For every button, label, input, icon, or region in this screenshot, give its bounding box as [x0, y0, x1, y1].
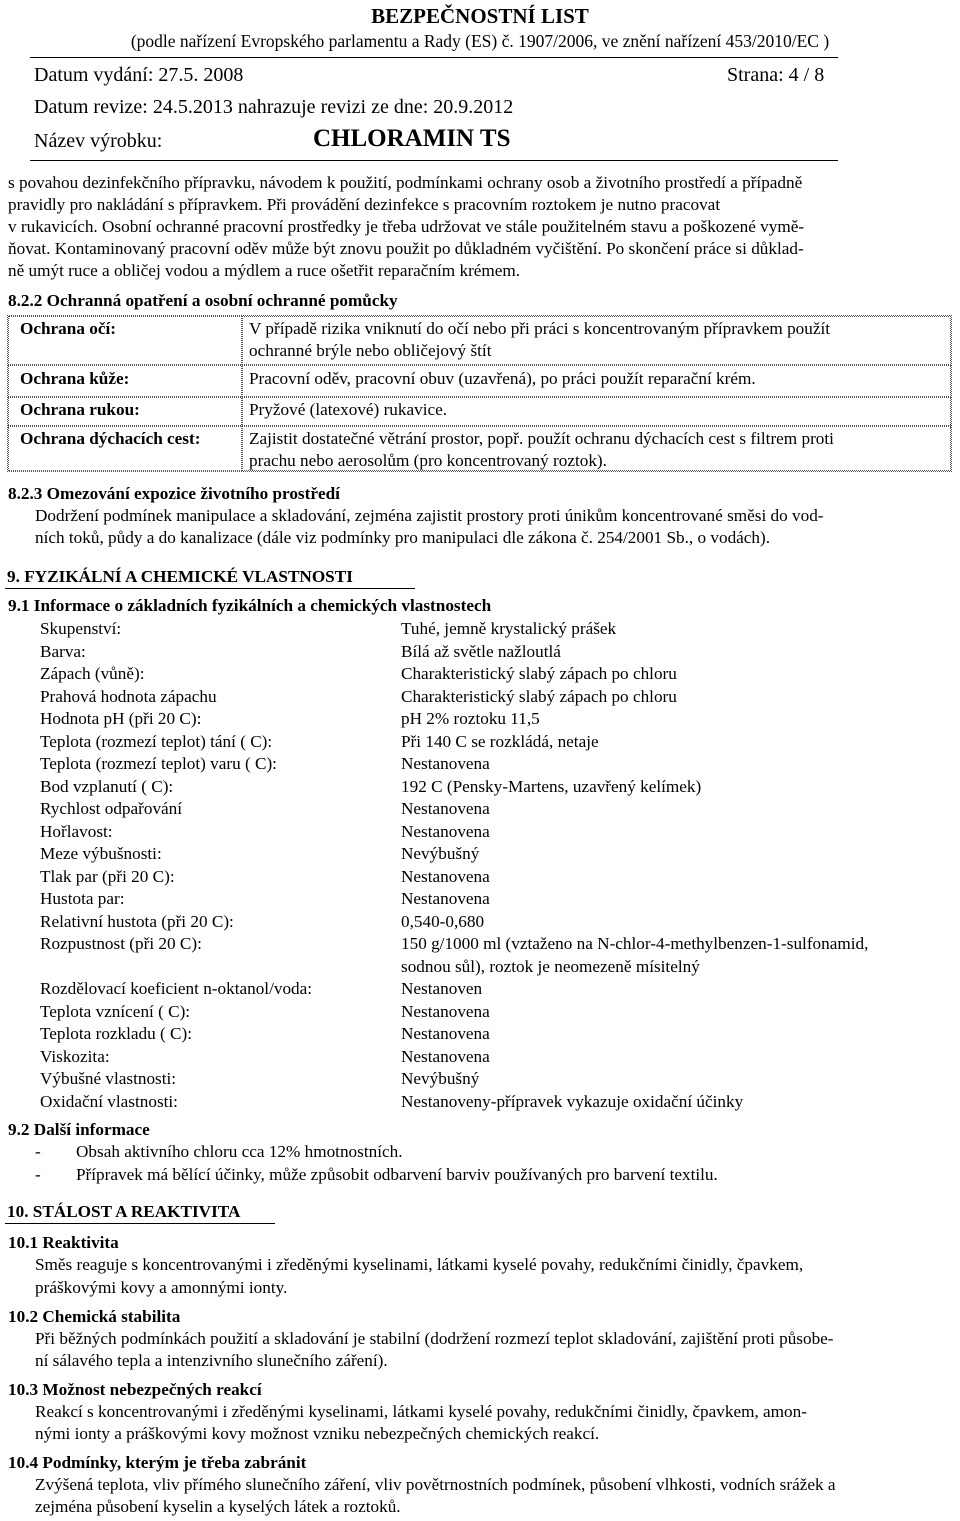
property-label: Hořlavost:: [40, 821, 113, 841]
property-value: Tuhé, jemně krystalický prášek: [401, 619, 617, 638]
intro-line: s povahou dezinfekčního přípravku, návodem k použití, podmínkami ochrany osob a životního prostředí a případně: [8, 173, 803, 192]
protection-value: prachu nebo aerosolům (pro koncentrovaný roztok).: [249, 451, 607, 470]
property-label: Rozpustnost (při 20 C):: [40, 934, 202, 953]
property-value: sodnou sůl), roztok je neomezeně mísitelný: [401, 956, 700, 976]
body-line: Zvýšená teplota, vliv přímého slunečního záření, vliv povětrnostních podmínek, působení vlhkosti, vodních srážek a: [35, 1475, 836, 1494]
protection-value: Pracovní oděv, pracovní obuv (uzavřená), po práci použít reparační krém.: [249, 369, 756, 388]
property-label: Oxidační vlastnosti:: [40, 1091, 178, 1111]
section-heading-10-2: 10.2 Chemická stabilita: [8, 1307, 181, 1326]
property-label: Meze výbušnosti:: [40, 844, 162, 863]
intro-line: ně umýt ruce a obličej vodou a mýdlem a ruce ošetřit reparačním krémem.: [8, 261, 521, 280]
property-value: 0,540-0,680: [401, 911, 485, 931]
section-title-text: 9. FYZIKÁLNÍ A CHEMICKÉ VLASTNOSTI: [7, 567, 353, 586]
body-line: Směs reaguje s koncentrovanými i zředěnými kyselinami, látkami kyselé povahy, redukčními činidly, čpavkem,: [35, 1255, 804, 1274]
property-value: 192 C (Pensky-Martens, uzavřený kelímek): [401, 776, 702, 796]
section-heading-10-4: 10.4 Podmínky, kterým je třeba zabránit: [8, 1453, 307, 1472]
property-label: Zápach (vůně):: [40, 664, 145, 683]
property-value: Nestanovena: [401, 866, 490, 886]
bullet-dash: -: [35, 1165, 41, 1184]
section-heading-8-2-2: 8.2.2 Ochranná opatření a osobní ochranné pomůcky: [8, 291, 398, 310]
section-title-text: 10. STÁLOST A REAKTIVITA: [7, 1202, 241, 1221]
property-value: Charakteristický slabý zápach po chloru: [401, 686, 677, 706]
protection-value: ochranné brýle nebo obličejový štít: [249, 341, 492, 360]
property-label: Relativní hustota (při 20 C):: [40, 911, 234, 931]
table-row-divider: [8, 396, 951, 398]
body-line: Dodržení podmínek manipulace a skladování, zejména zajistit prostory proti únikům koncentrované směsi do vod-: [35, 506, 824, 525]
property-label: Hodnota pH (při 20 C):: [40, 709, 202, 728]
property-label: Rychlost odpařování: [40, 799, 183, 818]
section-heading-10-3: 10.3 Možnost nebezpečných reakcí: [8, 1380, 262, 1399]
header-bottom-divider: [30, 160, 838, 161]
property-label: Bod vzplanutí ( C):: [40, 776, 174, 796]
protection-label-respiratory: Ochrana dýchacích cest:: [20, 429, 201, 448]
body-line: Reakcí s koncentrovanými i zředěnými kyselinami, látkami kyselé povahy, redukčními činidly, čpavkem, amon-: [35, 1402, 807, 1421]
section-title-10: [5, 1199, 275, 1224]
list-item: Přípravek má bělící účinky, může způsobit odbarvení barviv používaných pro barvení textilu.: [76, 1165, 718, 1184]
property-label: Teplota rozkladu ( C):: [40, 1024, 193, 1043]
product-name: CHLORAMIN TS: [313, 125, 511, 152]
intro-line: pravidly pro nakládání s přípravkem. Při provádění dezinfekce s pracovním roztokem je nutno pracovat: [8, 195, 721, 214]
body-line: nými ionty a práškovými kovy možnost vzniku nebezpečných chemických reakcí.: [35, 1424, 600, 1443]
body-line: ních toků, půdy a do kanalizace (dále viz podmínky pro manipulaci dle zákona č. 254/2001 Sb., o vodách).: [35, 528, 771, 547]
property-value: Při 140 C se rozkládá, netaje: [401, 731, 599, 751]
property-label: Viskozita:: [40, 1046, 110, 1066]
body-line: ní sálavého tepla a intenzivního slunečního záření).: [35, 1351, 388, 1370]
property-value: Nestanovena: [401, 799, 490, 818]
regulation-subtitle: (podle nařízení Evropského parlamentu a Rady (ES) č. 1907/2006, ve znění nařízení 453/2010/EC ): [130, 31, 830, 51]
section-heading-9-2: 9.2 Další informace: [8, 1120, 150, 1139]
property-value: Nevýbušný: [401, 844, 480, 863]
protection-table: [7, 315, 952, 472]
list-item: Obsah aktivního chloru cca 12% hmotnostních.: [76, 1142, 403, 1161]
property-label: Hustota par:: [40, 889, 125, 908]
property-label: Teplota (rozmezí teplot) tání ( C):: [40, 731, 273, 751]
intro-line: v rukavicích. Osobní ochranné pracovní prostředky je třeba udržovat ve stále použitelném stavu a poškozené vymě-: [8, 217, 805, 236]
protection-label-eyes: Ochrana očí:: [20, 319, 116, 338]
document-title: BEZPEČNOSTNÍ LIST: [371, 4, 589, 28]
property-label: Tlak par (při 20 C):: [40, 866, 175, 886]
section-heading-9-1: 9.1 Informace o základních fyzikálních a chemických vlastnostech: [8, 596, 492, 615]
protection-value: Pryžové (latexové) rukavice.: [249, 400, 448, 419]
property-value: Nestanovena: [401, 1046, 490, 1066]
table-row-divider: [8, 364, 951, 366]
table-row-divider: [8, 425, 951, 427]
property-value: 150 g/1000 ml (vztaženo na N-chlor-4-methylbenzen-1-sulfonamid,: [401, 934, 869, 953]
protection-label-hands: Ochrana rukou:: [20, 400, 140, 419]
property-label: Teplota vznícení ( C):: [40, 1001, 191, 1021]
issue-date: Datum vydání: 27.5. 2008: [34, 64, 244, 86]
section-heading-10-1: 10.1 Reaktivita: [8, 1233, 119, 1252]
page-number: Strana: 4 / 8: [727, 64, 825, 86]
intro-line: ňovat. Kontaminovaný pracovní oděv může být znovu použit po důkladném vyčištění. Po skončení práce si důklad-: [8, 239, 804, 258]
property-value: Nevýbušný: [401, 1069, 480, 1088]
property-value: Nestanovena: [401, 821, 490, 841]
header-divider: [30, 57, 838, 58]
property-value: Bílá až světle nažloutlá: [401, 641, 561, 661]
product-label: Název výrobku:: [34, 130, 163, 152]
section-heading-8-2-3: 8.2.3 Omezování expozice životního prostředí: [8, 484, 340, 503]
property-value: Charakteristický slabý zápach po chloru: [401, 664, 677, 683]
property-label: Barva:: [40, 641, 86, 661]
revision-date: Datum revize: 24.5.2013 nahrazuje revizi ze dne: 20.9.2012: [34, 96, 514, 118]
property-value: Nestanovena: [401, 1024, 490, 1043]
property-label: Skupenství:: [40, 619, 122, 638]
property-value: Nestanovena: [401, 889, 490, 908]
property-value: Nestanovena: [401, 754, 490, 773]
protection-value: Zajistit dostatečné větrání prostor, popř. použít ochranu dýchacích cest s filtrem proti: [249, 429, 834, 448]
property-value: Nestanoven: [401, 979, 483, 998]
property-value: Nestanoveny-přípravek vykazuje oxidační účinky: [401, 1091, 744, 1111]
property-label: Prahová hodnota zápachu: [40, 686, 217, 706]
property-label: Teplota (rozmezí teplot) varu ( C):: [40, 754, 277, 773]
property-label: Rozdělovací koeficient n-oktanol/voda:: [40, 979, 313, 998]
body-line: práškovými kovy a amonnými ionty.: [35, 1278, 288, 1297]
bullet-dash: -: [35, 1142, 41, 1161]
body-line: zejména působení kyselin a kyselých látek a roztoků.: [35, 1497, 401, 1516]
property-value: pH 2% roztoku 11,5: [401, 709, 540, 728]
protection-value: V případě rizika vniknutí do očí nebo při práci s koncentrovaným přípravkem použít: [249, 319, 831, 338]
property-label: Výbušné vlastnosti:: [40, 1069, 177, 1088]
section-title-9: [5, 564, 415, 589]
protection-label-skin: Ochrana kůže:: [20, 369, 130, 388]
property-value: Nestanovena: [401, 1001, 490, 1021]
body-line: Při běžných podmínkách použití a skladování je stabilní (dodržení rozmezí teplot skladování, zajištění proti působe-: [35, 1329, 834, 1348]
